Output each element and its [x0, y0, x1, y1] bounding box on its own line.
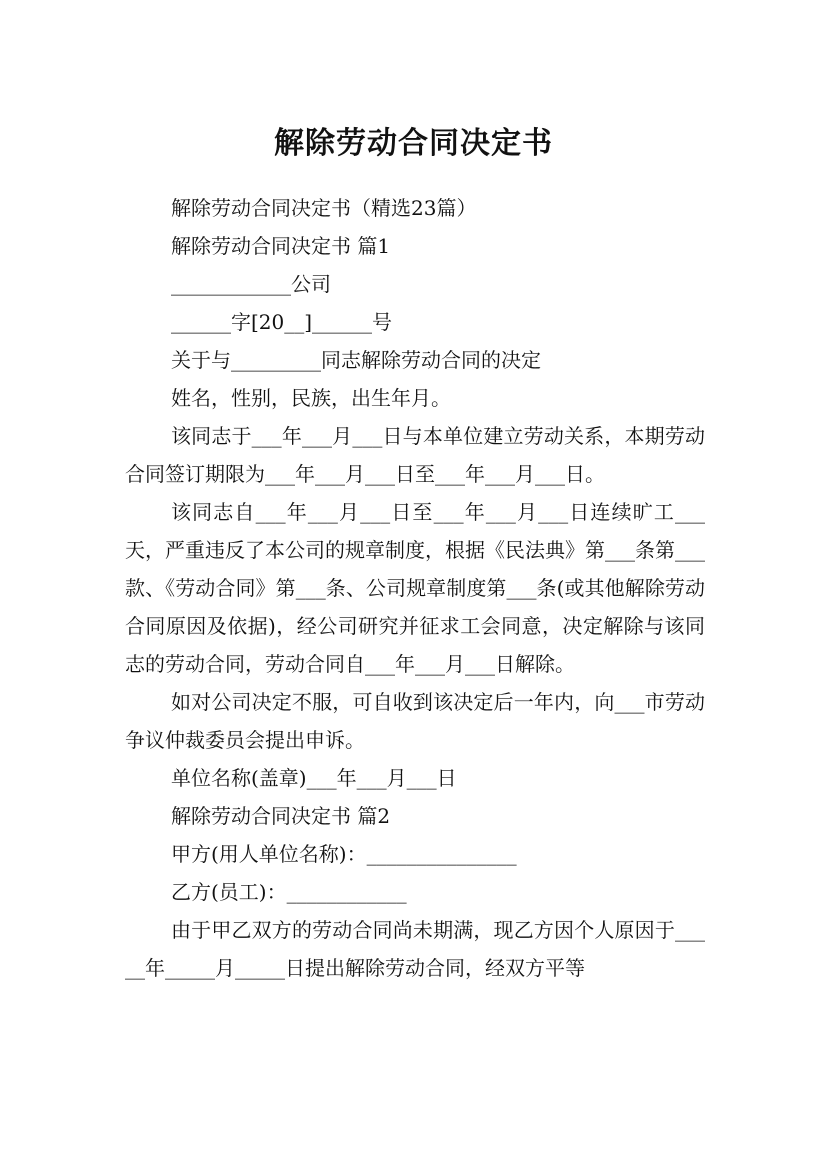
document-number-line: ______字[20__]______号 — [171, 310, 393, 334]
party-a-line: 甲方(用人单位名称)：_______________ — [171, 842, 517, 866]
termination-request-paragraph: 由于甲乙双方的劳动合同尚未期满，现乙方因个人原因于_____年_____月_____日提出解除劳动合同，经双方平等 — [125, 918, 705, 980]
company-line: ____________公司 — [171, 272, 331, 296]
document-subtitle: 解除劳动合同决定书（精选23篇） — [171, 196, 477, 220]
document-body — [125, 189, 705, 987]
party-b-line: 乙方(员工)：____________ — [171, 880, 407, 904]
section-heading-2: 解除劳动合同决定书 篇2 — [171, 804, 391, 828]
document-title: 解除劳动合同决定书 — [274, 126, 553, 162]
signature-date-line: 单位名称(盖章)___年___月___日 — [171, 766, 457, 790]
labor-relation-paragraph: 该同志于___年___月___日与本单位建立劳动关系，本期劳动合同签订期限为___年___月___日至___年___月___日。 — [125, 424, 705, 486]
employee-info-line: 姓名，性别，民族，出生年月。 — [171, 386, 451, 410]
decision-heading: 关于与_________同志解除劳动合同的决定 — [171, 348, 541, 372]
section-heading-1: 解除劳动合同决定书 篇1 — [171, 234, 391, 258]
appeal-paragraph: 如对公司决定不服，可自收到该决定后一年内，向___市劳动争议仲裁委员会提出申诉。 — [125, 690, 705, 752]
termination-reason-paragraph: 该同志自___年___月___日至___年___月___日连续旷工___天，严重违反了本公司的规章制度，根据《民法典》第___条第___款、《劳动合同》第___条、公司规章制度第___条(或其他解除劳动合同原因及依据)，经公司研究并征求工会同意，决定解除与该同志的劳动合同，劳动合同自___年___月___日解除。 — [125, 500, 705, 676]
